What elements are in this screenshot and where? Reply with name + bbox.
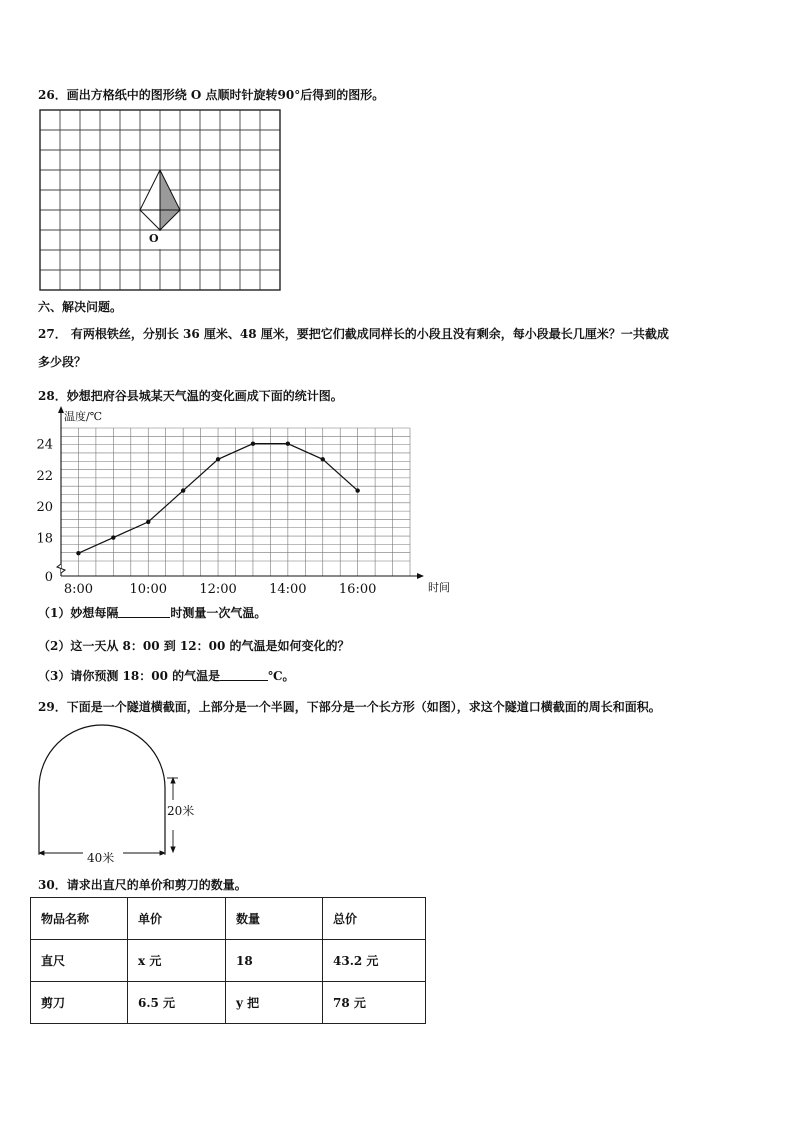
tunnel-diagram (30, 722, 220, 870)
table-header-cell: 数量 (226, 898, 323, 940)
data-point (251, 441, 255, 445)
kite-shape (140, 170, 180, 230)
table-cell: 直尺 (31, 940, 128, 982)
x-tick-label: 10:00 (129, 582, 167, 597)
question-27-line1: 27． 有两根铁丝，分别长 36 厘米、48 厘米，要把它们截成同样长的小段且没有剩余，每小段最长几厘米？一共截成 (38, 327, 669, 341)
data-point (286, 441, 290, 445)
axis-break (57, 564, 65, 573)
x-tick-label: 12:00 (199, 582, 237, 597)
rotation-grid (38, 108, 282, 293)
x-tick-label: 14:00 (269, 582, 307, 597)
table-header-row (31, 898, 426, 940)
question-29: 29．下面是一个隧道横截面，上部分是一个半圆，下部分是一个长方形（如图），求这个隧道口横截面的周长和面积。 (38, 700, 661, 714)
data-point (111, 535, 115, 539)
table-row (31, 982, 426, 1024)
answer-blank-2[interactable] (220, 669, 268, 681)
x-tick-label: 8:00 (63, 582, 94, 597)
question-28-sub1: （1）妙想每隔 时测量一次气温。 (38, 606, 267, 620)
x-tick-label: 16:00 (338, 582, 377, 597)
table-cell: y 把 (226, 982, 323, 1024)
goods-table (30, 897, 426, 1024)
point-o-label: O (149, 232, 159, 245)
width-label: 40米 (87, 851, 115, 865)
x-axis-arrow (417, 573, 424, 579)
data-point (76, 551, 80, 555)
y-tick-label: 18 (36, 531, 53, 547)
question-27-line2: 多少段？ (38, 355, 87, 369)
question-number: 26． (38, 88, 67, 102)
table-row (31, 940, 426, 982)
data-point (146, 520, 150, 524)
y-tick-label: 0 (44, 570, 53, 585)
table-cell: x 元 (128, 940, 226, 982)
question-28-sub2: （2）这一天从 8：00 到 12：00 的气温是如何变化的？ (38, 639, 350, 653)
y-tick-label: 24 (36, 437, 53, 453)
section-heading: 六、解决问题。 (38, 300, 123, 314)
data-point (355, 488, 359, 492)
tunnel-outline (39, 725, 165, 852)
question-28: 28．妙想把府谷县城某天气温的变化画成下面的统计图。 (38, 389, 343, 403)
question-26 (38, 86, 384, 103)
question-text: 画出方格纸中的图形绕 O 点顺时针旋转90°后得到的图形。 (66, 88, 385, 102)
answer-blank-1[interactable] (118, 606, 170, 618)
height-label: 20米 (167, 804, 195, 818)
table-cell: 43.2 元 (323, 940, 426, 982)
data-point (181, 488, 185, 492)
table-cell: 剪刀 (31, 982, 128, 1024)
temperature-line-chart (30, 404, 450, 600)
question-28-sub3: （3）请你预测 18：00 的气温是 ℃。 (38, 669, 295, 683)
chart-axes (57, 406, 424, 579)
table-header-cell: 总价 (323, 898, 426, 940)
label-mask (141, 231, 179, 249)
chart-grid (61, 428, 410, 576)
table-cell: 78 元 (323, 982, 426, 1024)
x-axis-label: 时间 (428, 581, 450, 594)
y-tick-label: 22 (36, 468, 53, 484)
table-cell: 6.5 元 (128, 982, 226, 1024)
question-30: 30．请求出直尺的单价和剪刀的数量。 (38, 878, 247, 892)
table-cell: 18 (226, 940, 323, 982)
y-tick-label: 20 (36, 500, 53, 516)
data-point (216, 457, 220, 461)
table-header-cell: 物品名称 (31, 898, 128, 940)
table-header-cell: 单价 (128, 898, 226, 940)
data-point (321, 457, 325, 461)
y-axis-label: 温度/℃ (64, 410, 103, 423)
